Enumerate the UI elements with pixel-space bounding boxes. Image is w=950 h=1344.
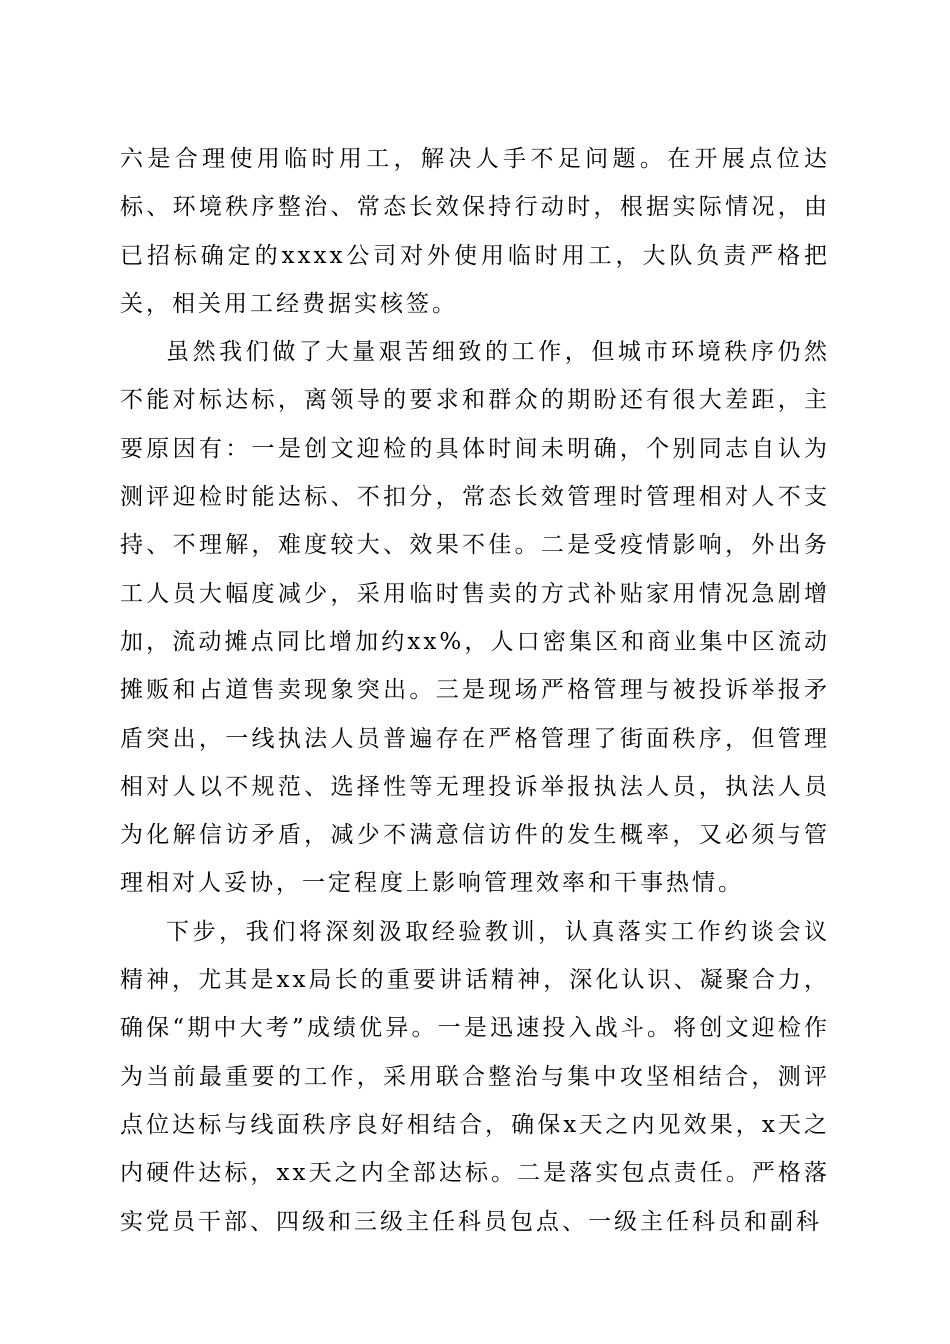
document-body	[120, 135, 830, 1246]
paragraph-3: 下步，我们将深刻汲取经验教训，认真落实工作约谈会议精神，尤其是xx局长的重要讲话精神，深化认识、凝聚合力，确保“期中大考”成绩优异。一是迅速投入战斗。将创文迎检作为当前最重要的工作，采用联合整治与集中攻坚相结合，测评点位达标与线面秩序良好相结合，确保x天之内见效果，x天之内硬件达标，xx天之内全部达标。二是落实包点责任。严格落实党员干部、四级和三级主任科员包点、一级主任科员和副科	[120, 918, 830, 1235]
paragraph-2: 虽然我们做了大量艰苦细致的工作，但城市环境秩序仍然不能对标达标，离领导的要求和群众的期盼还有很大差距，主要原因有：一是创文迎检的具体时间未明确，个别同志自认为测评迎检时能达标、不扣分，常态长效管理时管理相对人不支持、不理解，难度较大、效果不佳。二是受疫情影响，外出务工人员大幅度减少，采用临时售卖的方式补贴家用情况急剧增加，流动摊点同比增加约xx%，人口密集区和商业集中区流动摊贩和占道售卖现象突出。三是现场严格管理与被投诉举报矛盾突出，一线执法人员普遍存在严格管理了街面秩序，但管理相对人以不规范、选择性等无理投诉举报执法人员，执法人员为化解信访矛盾，减少不满意信访件的发生概率，又必须与管理相对人妥协，一定程度上影响管理效率和干事热情。	[120, 339, 830, 897]
paragraph-1: 六是合理使用临时用工，解决人手不足问题。在开展点位达标、环境秩序整治、常态长效保持行动时，根据实际情况，由已招标确定的xxxx公司对外使用临时用工，大队负责严格把关，相关用工经费据实核签。	[120, 146, 830, 317]
